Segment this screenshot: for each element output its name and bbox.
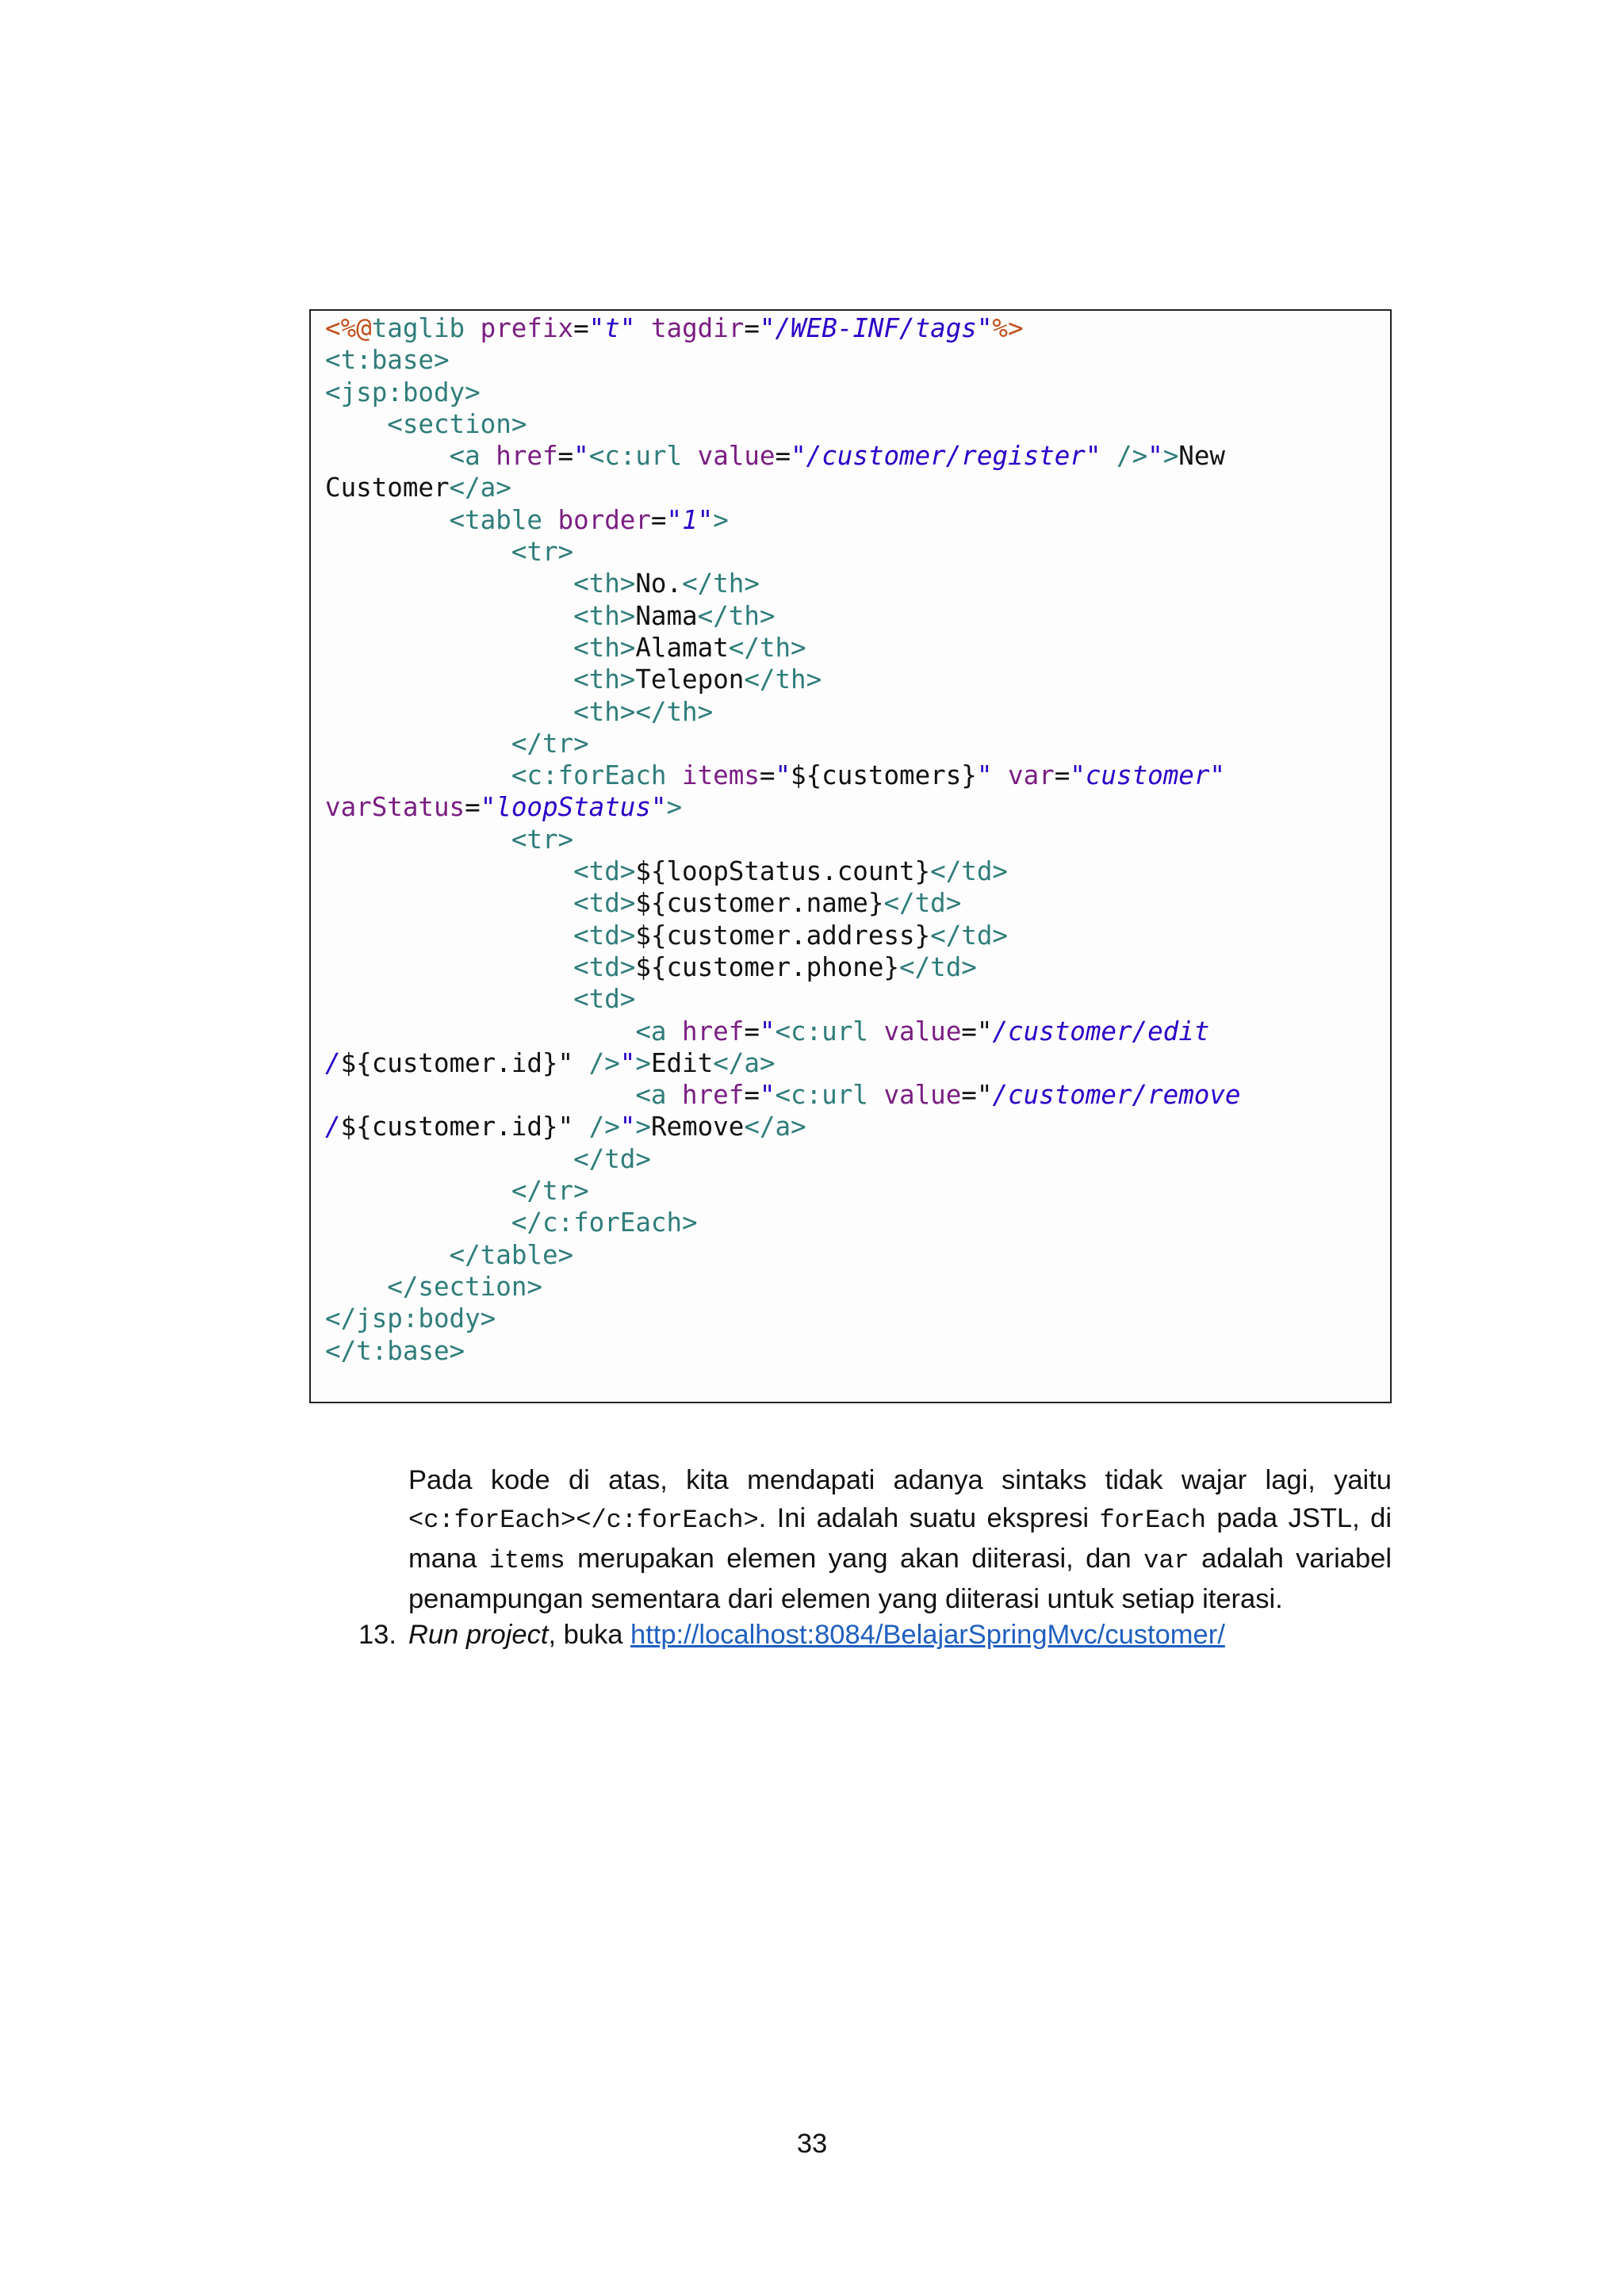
code-token: ${customers} bbox=[791, 760, 977, 791]
code-token bbox=[325, 633, 573, 663]
code-line bbox=[325, 696, 1241, 728]
code-line bbox=[325, 1016, 1241, 1047]
code-token: New bbox=[1178, 441, 1225, 472]
code-token: ${customer.address} bbox=[635, 920, 931, 951]
code-token bbox=[325, 1240, 450, 1270]
code-token: > bbox=[1162, 441, 1179, 472]
code-token: <a bbox=[635, 1016, 683, 1047]
code-token: </table> bbox=[449, 1239, 574, 1270]
code-token: > bbox=[635, 1112, 651, 1142]
code-token bbox=[325, 984, 573, 1014]
code-token bbox=[325, 697, 573, 727]
code-token bbox=[992, 760, 1008, 790]
code-token: <tr> bbox=[511, 537, 574, 568]
page-number: 33 bbox=[796, 2129, 828, 2159]
code-token: "1" bbox=[666, 504, 714, 535]
code-token: Edit bbox=[650, 1047, 714, 1078]
code-token: <td> bbox=[573, 888, 636, 919]
code-token bbox=[325, 1016, 635, 1047]
code-token: =" bbox=[961, 1080, 993, 1111]
code-token: " bbox=[759, 1016, 776, 1047]
code-line bbox=[325, 344, 1241, 376]
code-token: <a bbox=[635, 1080, 683, 1111]
code-line bbox=[325, 568, 1241, 599]
code-listing bbox=[325, 312, 1241, 1367]
code-token: ${customer.name} bbox=[635, 888, 884, 919]
code-line bbox=[325, 1271, 1241, 1303]
code-token: value bbox=[883, 1016, 962, 1047]
code-token: <td> bbox=[573, 951, 636, 982]
code-token: /customer/remove bbox=[992, 1080, 1241, 1111]
code-token: = bbox=[759, 760, 776, 791]
inline-code-items: items bbox=[488, 1546, 565, 1575]
code-token bbox=[325, 1080, 635, 1110]
code-token: <%@ bbox=[325, 313, 372, 343]
code-token: =" bbox=[961, 1016, 993, 1047]
code-token: <th> bbox=[573, 632, 636, 663]
code-token: </section> bbox=[387, 1271, 542, 1302]
code-token: </th> bbox=[728, 632, 806, 663]
code-token: href bbox=[682, 1016, 745, 1047]
code-token: <c:url bbox=[588, 441, 698, 472]
code-token: </tr> bbox=[511, 728, 589, 759]
code-token: " bbox=[573, 441, 589, 472]
customer-url-link[interactable]: http://localhost:8084/BelajarSpringMvc/customer/ bbox=[630, 1620, 1225, 1650]
code-token: <table bbox=[449, 504, 558, 535]
code-line bbox=[325, 1239, 1241, 1271]
code-token: </th> bbox=[697, 600, 776, 631]
code-token: <c:url bbox=[775, 1080, 884, 1111]
code-line bbox=[325, 664, 1241, 695]
code-line bbox=[325, 472, 1241, 503]
code-token: <th></th> bbox=[573, 696, 714, 727]
code-token bbox=[325, 920, 573, 951]
code-token: Customer bbox=[325, 473, 450, 503]
code-listing-box bbox=[309, 309, 1392, 1403]
code-token: = bbox=[650, 504, 667, 535]
code-token: ${customer.id}" bbox=[340, 1047, 589, 1078]
code-token: %> bbox=[992, 313, 1024, 343]
code-token: items bbox=[682, 760, 760, 791]
code-token: </td> bbox=[573, 1143, 651, 1174]
code-token: / bbox=[325, 1047, 341, 1078]
code-token: ${customer.phone} bbox=[635, 951, 899, 982]
code-line bbox=[325, 1111, 1241, 1142]
code-token: </a> bbox=[744, 1112, 806, 1142]
code-token: tagdir bbox=[650, 313, 745, 343]
code-token: href bbox=[496, 441, 558, 472]
code-line bbox=[325, 791, 1241, 823]
code-token: /customer/edit bbox=[992, 1016, 1210, 1047]
code-token bbox=[325, 537, 511, 567]
code-token bbox=[325, 729, 511, 759]
code-token: ${loopStatus.count} bbox=[635, 856, 931, 887]
code-line bbox=[325, 632, 1241, 664]
code-line bbox=[325, 983, 1241, 1015]
run-project-emphasis: Run project bbox=[408, 1620, 549, 1650]
code-token: "t" bbox=[588, 313, 636, 343]
code-line bbox=[325, 1303, 1241, 1334]
code-token: = bbox=[744, 313, 760, 343]
code-token: href bbox=[682, 1080, 745, 1111]
code-token: value bbox=[883, 1080, 962, 1111]
code-token: </td> bbox=[930, 856, 1008, 887]
code-line bbox=[325, 1047, 1241, 1079]
code-token: </c:forEach> bbox=[511, 1207, 698, 1238]
code-token: > bbox=[635, 1047, 651, 1078]
explanation-paragraph bbox=[408, 1461, 1392, 1618]
code-token: Nama bbox=[635, 600, 698, 631]
code-token: <td> bbox=[573, 856, 636, 887]
code-token: ${customer.id}" bbox=[340, 1112, 589, 1142]
code-token bbox=[325, 409, 387, 439]
code-token: <th> bbox=[573, 568, 636, 599]
code-token: No. bbox=[635, 568, 683, 599]
code-line bbox=[325, 760, 1241, 791]
code-line bbox=[325, 504, 1241, 536]
code-token: <section> bbox=[387, 408, 527, 439]
code-token bbox=[325, 856, 573, 886]
code-token: /> bbox=[588, 1112, 620, 1142]
code-token: border bbox=[557, 504, 651, 535]
code-token: </a> bbox=[449, 473, 511, 503]
code-token: </td> bbox=[930, 920, 1008, 951]
code-token: = bbox=[1054, 760, 1071, 791]
code-token: Telepon bbox=[635, 664, 745, 695]
code-token: = bbox=[744, 1080, 760, 1111]
code-line bbox=[325, 1175, 1241, 1207]
code-token bbox=[325, 664, 573, 695]
para-text: Pada kode di atas, kita mendapati adanya sintaks tidak wajar lagi, yaitu bbox=[408, 1465, 1392, 1495]
inline-code-var: var bbox=[1143, 1546, 1189, 1575]
code-token bbox=[1101, 441, 1116, 471]
code-token: <a bbox=[449, 441, 496, 472]
code-line bbox=[325, 600, 1241, 632]
code-line bbox=[325, 887, 1241, 919]
code-line bbox=[325, 408, 1241, 440]
code-token: = bbox=[775, 441, 791, 472]
code-token bbox=[325, 1207, 511, 1238]
code-token: </tr> bbox=[511, 1176, 589, 1207]
code-token: </td> bbox=[899, 951, 977, 982]
code-token: = bbox=[573, 313, 589, 343]
code-token bbox=[325, 505, 450, 535]
code-token: /> bbox=[1116, 441, 1148, 472]
code-token: </th> bbox=[744, 664, 822, 695]
inline-code-foreach: forEach bbox=[1099, 1506, 1206, 1535]
code-token: prefix bbox=[480, 313, 574, 343]
code-token: </a> bbox=[713, 1047, 776, 1078]
code-token bbox=[325, 1176, 511, 1206]
code-token bbox=[325, 1144, 573, 1174]
code-token bbox=[325, 888, 573, 918]
code-token: " bbox=[619, 1047, 636, 1078]
code-line bbox=[325, 728, 1241, 760]
code-token: = bbox=[465, 792, 481, 823]
code-token: Alamat bbox=[635, 632, 729, 663]
code-line bbox=[325, 855, 1241, 887]
code-token: </th> bbox=[682, 568, 760, 599]
code-line bbox=[325, 920, 1241, 951]
code-token: = bbox=[557, 441, 574, 472]
code-token: <td> bbox=[573, 920, 636, 951]
code-token: " bbox=[1147, 441, 1163, 472]
code-token: " bbox=[619, 1112, 636, 1142]
code-token: "/WEB-INF/tags" bbox=[759, 313, 993, 343]
para-text: . Ini adalah suatu ekspresi bbox=[758, 1503, 1100, 1533]
list-item-text: , buka bbox=[548, 1620, 631, 1650]
inline-code-foreach-tag: <c:forEach></c:forEach> bbox=[408, 1506, 759, 1535]
code-token: "customer" bbox=[1070, 760, 1225, 791]
para-text: pada JSTL, di mana bbox=[408, 1503, 1392, 1574]
code-token: "loopStatus" bbox=[480, 792, 667, 823]
code-line bbox=[325, 536, 1241, 568]
code-token: <c:url bbox=[775, 1016, 884, 1047]
code-token: varStatus bbox=[325, 792, 465, 823]
code-token: <td> bbox=[573, 984, 636, 1015]
code-token: <t:base> bbox=[325, 345, 450, 376]
para-text: merupakan elemen yang akan diiterasi, dan bbox=[565, 1544, 1144, 1574]
code-token: > bbox=[713, 504, 729, 535]
code-token: <c:forEach bbox=[511, 760, 683, 791]
code-token: <tr> bbox=[511, 824, 574, 855]
para-text: adalah variabel penampungan sementara dari elemen yang diiterasi untuk setiap iterasi. bbox=[408, 1544, 1392, 1614]
code-token: " bbox=[775, 760, 791, 791]
code-token bbox=[325, 760, 511, 790]
code-token: " bbox=[759, 1080, 776, 1111]
code-token bbox=[325, 601, 573, 631]
code-token: > bbox=[666, 792, 683, 823]
code-token: " bbox=[976, 760, 993, 791]
code-token: value bbox=[697, 441, 776, 472]
code-token: Remove bbox=[650, 1112, 745, 1142]
code-token bbox=[325, 952, 573, 982]
code-token: / bbox=[325, 1112, 341, 1142]
code-token: </jsp:body> bbox=[325, 1303, 496, 1334]
code-line bbox=[325, 1335, 1241, 1367]
code-token: "/customer/register" bbox=[791, 441, 1101, 472]
code-token: </t:base> bbox=[325, 1335, 465, 1366]
list-item-13 bbox=[358, 1616, 1389, 1654]
code-line bbox=[325, 951, 1241, 983]
list-number: 13. bbox=[358, 1620, 396, 1650]
code-token bbox=[325, 568, 573, 599]
code-token bbox=[325, 825, 511, 855]
code-line bbox=[325, 440, 1241, 472]
code-token: taglib bbox=[371, 313, 481, 343]
code-token: </td> bbox=[883, 888, 962, 919]
code-token bbox=[325, 441, 450, 471]
code-token: <th> bbox=[573, 664, 636, 695]
code-line bbox=[325, 1143, 1241, 1175]
code-line bbox=[325, 1207, 1241, 1238]
code-line bbox=[325, 312, 1241, 344]
code-token: = bbox=[744, 1016, 760, 1047]
code-line bbox=[325, 1079, 1241, 1111]
code-line bbox=[325, 824, 1241, 855]
code-token bbox=[635, 313, 651, 343]
code-token: var bbox=[1008, 760, 1055, 791]
code-token: /> bbox=[588, 1047, 620, 1078]
code-line bbox=[325, 377, 1241, 408]
code-token bbox=[325, 1272, 387, 1302]
code-token: <jsp:body> bbox=[325, 377, 481, 408]
code-token: <th> bbox=[573, 600, 636, 631]
